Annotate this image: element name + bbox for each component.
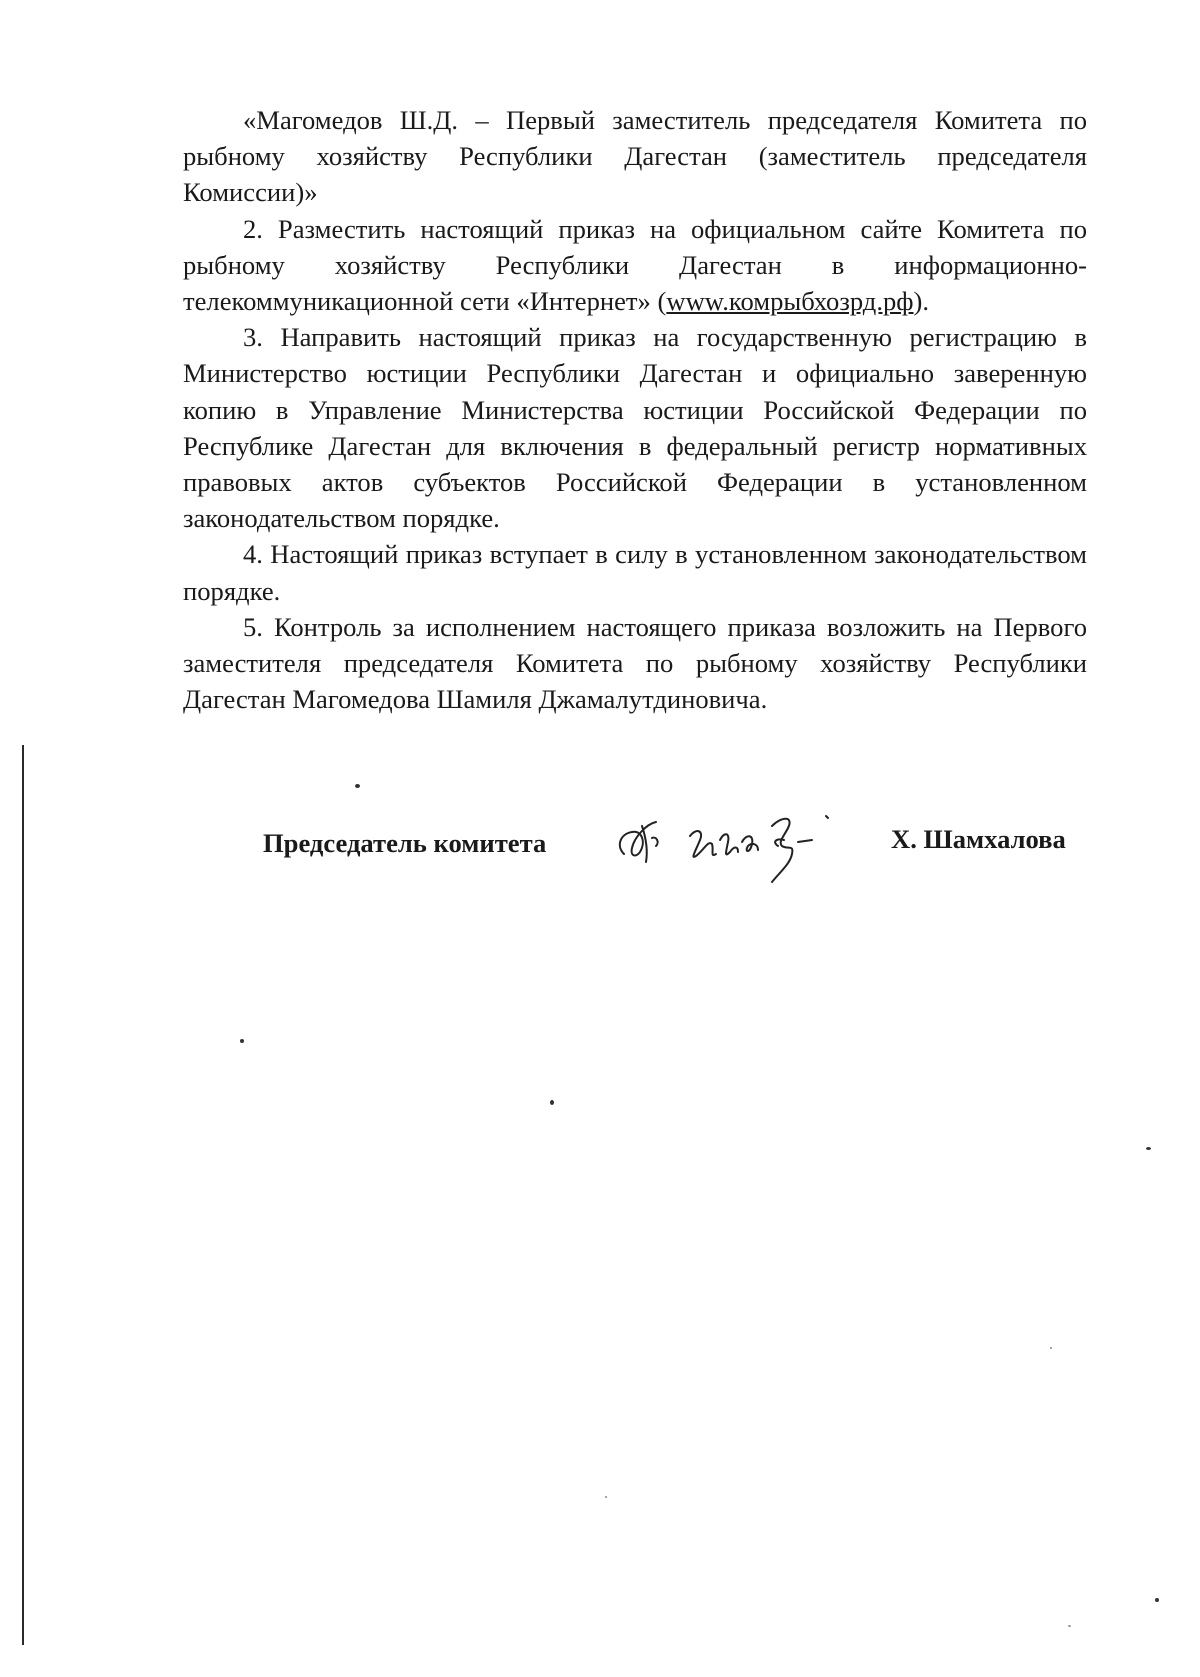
- scan-speck: [1050, 1347, 1052, 1349]
- paragraph-publish-end: ).: [913, 286, 930, 317]
- scan-speck: [1155, 1598, 1159, 1602]
- handwritten-signature: [612, 802, 872, 892]
- scan-speck: [605, 1496, 607, 1498]
- scan-speck: [550, 1100, 554, 1105]
- scan-speck: [355, 784, 360, 788]
- signatory-title: Председатель комитета: [263, 828, 547, 858]
- signature-block: [0, 810, 1200, 880]
- scan-speck: [240, 1039, 244, 1043]
- paragraph-entry-into-force: 4. Настоящий приказ вступает в силу в установленном законодательством порядке.: [183, 539, 1087, 606]
- paragraph-control: 5. Контроль за исполнением настоящего приказа возложить на Первого заместителя председателя Комитета по рыбному хозяйству Республики Дагестан Магомедова Шамиля Джамалутдиновича.: [183, 611, 1087, 715]
- paragraph-publish-order: [183, 211, 1087, 320]
- signatory-name: Х. Шамхалова: [891, 824, 1066, 854]
- paragraph-commission-member: «Магомедов Ш.Д. – Первый заместитель председателя Комитета по рыбному хозяйству Республики Дагестан (заместитель председателя Комиссии)»: [183, 105, 1087, 208]
- scan-edge-line: [22, 745, 24, 1645]
- scan-speck: [1146, 1147, 1151, 1150]
- paragraph-publish-text: 2. Разместить настоящий приказ на официальном сайте Комитета по рыбному хозяйству Республики Дагестан в информационно-телекоммуникационной сети «Интернет» (: [183, 213, 1087, 317]
- paragraph-registration: 3. Направить настоящий приказ на государственную регистрацию в Министерство юстиции Республики Дагестан и официально заверенную копию в Управление Министерства юстиции Российской Федерации по Республике Дагестан для включения в федеральный регистр нормативных правовых актов субъектов Российской Федерации в установленном законодательством порядке.: [183, 322, 1087, 534]
- scan-speck: [1068, 1625, 1071, 1627]
- document-body: [183, 102, 1087, 717]
- website-link[interactable]: www.комрыбхозрд.рф: [666, 286, 914, 317]
